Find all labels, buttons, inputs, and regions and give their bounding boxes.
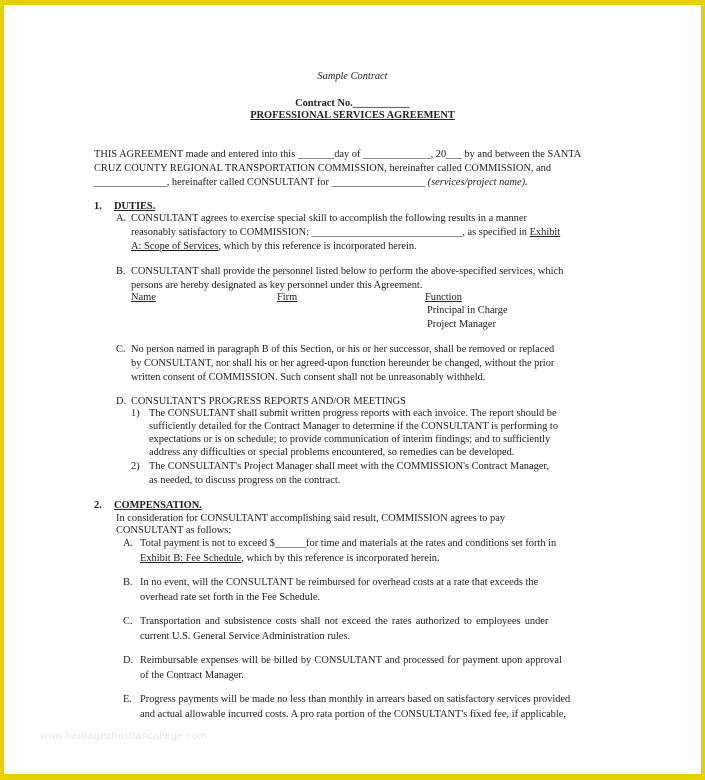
agreement-title: PROFESSIONAL SERVICES AGREEMENT xyxy=(250,110,455,121)
s2-b-line-1: In no event, will the CONSULTANT be reimbursed for overhead costs at a rate that exceeds the xyxy=(140,577,539,588)
s1-d-heading: CONSULTANT'S PROGRESS REPORTS AND/OR MEETINGS xyxy=(131,396,406,407)
s2-a-letter: A. xyxy=(123,538,134,549)
col-name-header: Name xyxy=(131,292,156,303)
s1-d-item-1-line-3: expectations or is on schedule; to provide communication of interim findings; and to sufficiently xyxy=(149,434,551,445)
s1-d-item-1-line-2: sufficiently detailed for the Contract Manager to determine if the CONSULTANT is performing to xyxy=(149,421,559,432)
col-firm-header: Firm xyxy=(277,292,298,303)
s2-a-line-1: Total payment is not to exceed $______for time and materials at the rates and conditions set forth in xyxy=(140,538,557,549)
s2-b-letter: B. xyxy=(123,577,133,588)
s1-d-letter: D. xyxy=(116,396,127,407)
s1-c-line-2: by CONSULTANT, nor shall his or her agreed-upon function hereunder be changed, without the prior xyxy=(131,358,555,369)
intro-line-3 xyxy=(94,176,528,189)
s1-a-line-2 xyxy=(131,226,560,239)
s2-e-letter: E. xyxy=(123,694,132,705)
s1-b-line-1: CONSULTANT shall provide the personnel listed below to perform the above-specified services, which xyxy=(131,266,564,277)
s2-b-line-2: overhead rate set forth in the Fee Schedule. xyxy=(140,592,321,603)
s2-e-line-1: Progress payments will be made no less than monthly in arrears based on satisfactory services provided xyxy=(140,694,571,705)
s1-a-line-1: CONSULTANT agrees to exercise special skill to accomplish the following results in a manner xyxy=(131,213,527,224)
s2-d-line-1: Reimbursable expenses will be billed by CONSULTANT and processed for payment upon approval xyxy=(140,655,562,666)
exhibit-a-ref-start: Exhibit xyxy=(529,227,561,238)
col-function-header: Function xyxy=(425,292,462,303)
s1-d-item-2-line-2: as needed, to discuss progress on the contract. xyxy=(149,475,341,486)
s2-a-line-2 xyxy=(140,552,440,565)
section-2-title: COMPENSATION. xyxy=(114,500,202,511)
s2-a-line-2-text: , which by this reference is incorporated herein. xyxy=(241,553,440,564)
s1-c-line-1: No person named in paragraph B of this Section, or his or her successor, shall be removed or replaced xyxy=(131,344,555,355)
s1-a-line-3-text: , which by this reference is incorporated herein. xyxy=(218,241,417,252)
s1-a-letter: A. xyxy=(116,213,127,224)
s1-c-line-3: written consent of COMMISSION. Such consent shall not be unreasonably withheld. xyxy=(131,372,486,383)
s1-c-letter: C. xyxy=(116,344,126,355)
s2-c-letter: C. xyxy=(123,616,133,627)
exhibit-b-ref: Exhibit B: Fee Schedule xyxy=(140,553,242,564)
section-1-number: 1. xyxy=(94,201,102,212)
intro-line-2: CRUZ COUNTY REGIONAL TRANSPORTATION COMMISSION, hereinafter called COMMISSION, and xyxy=(94,163,552,174)
s1-b-letter: B. xyxy=(116,266,126,277)
function-project-manager: Project Manager xyxy=(427,319,496,330)
watermark: www.heritagechristiancollege.com xyxy=(40,731,207,742)
exhibit-a-ref: A: Scope of Services xyxy=(131,241,219,252)
s2-e-line-2: and actual allowable incurred costs. A pro rata portion of the CONSULTANT's fixed fee, if applicable, xyxy=(140,709,566,720)
s2-intro-line-2: CONSULTANT as follows: xyxy=(116,525,232,536)
s2-d-letter: D. xyxy=(123,655,134,666)
function-principal: Principal in Charge xyxy=(427,305,508,316)
s1-a-line-3 xyxy=(131,240,417,253)
s1-b-line-2: persons are hereby designated as key personnel under this Agreement. xyxy=(131,280,423,291)
s2-c-line-1: Transportation and subsistence costs shall not exceed the rates authorized to employees under xyxy=(140,616,549,627)
s2-d-line-2: of the Contract Manager. xyxy=(140,670,244,681)
sample-contract-title: Sample Contract xyxy=(317,71,388,82)
s1-d-item-1-line-1: The CONSULTANT shall submit written progress reports with each invoice. The report should be xyxy=(149,408,557,419)
intro-line-1: THIS AGREEMENT made and entered into this _______day of _____________, 20___ by and between the SANTA xyxy=(94,149,582,160)
contract-number: Contract No.___________ xyxy=(295,98,410,109)
s1-d-item-1-number: 1) xyxy=(131,408,140,419)
s1-a-line-2-text: reasonably satisfactory to COMMISSION: _____________________________, as specified in xyxy=(131,227,527,238)
intro-line-3-text: ______________, hereinafter called CONSULTANT for __________________ xyxy=(94,177,426,188)
section-2-number: 2. xyxy=(94,500,102,511)
s2-c-line-2: current U.S. General Service Administration rules. xyxy=(140,631,351,642)
s1-d-item-2-number: 2) xyxy=(131,461,140,472)
section-1-title: DUTIES. xyxy=(114,201,156,212)
s2-intro-line-1: In consideration for CONSULTANT accomplishing said result, COMMISSION agrees to pay xyxy=(116,513,506,524)
s1-d-item-1-line-4: address any difficulties or special problems encountered, so remedies can be developed. xyxy=(149,447,515,458)
services-project-name: (services/project name). xyxy=(427,177,528,188)
s1-d-item-2-line-1: The CONSULTANT's Project Manager shall meet with the COMMISSION's Contract Manager, xyxy=(149,461,550,472)
